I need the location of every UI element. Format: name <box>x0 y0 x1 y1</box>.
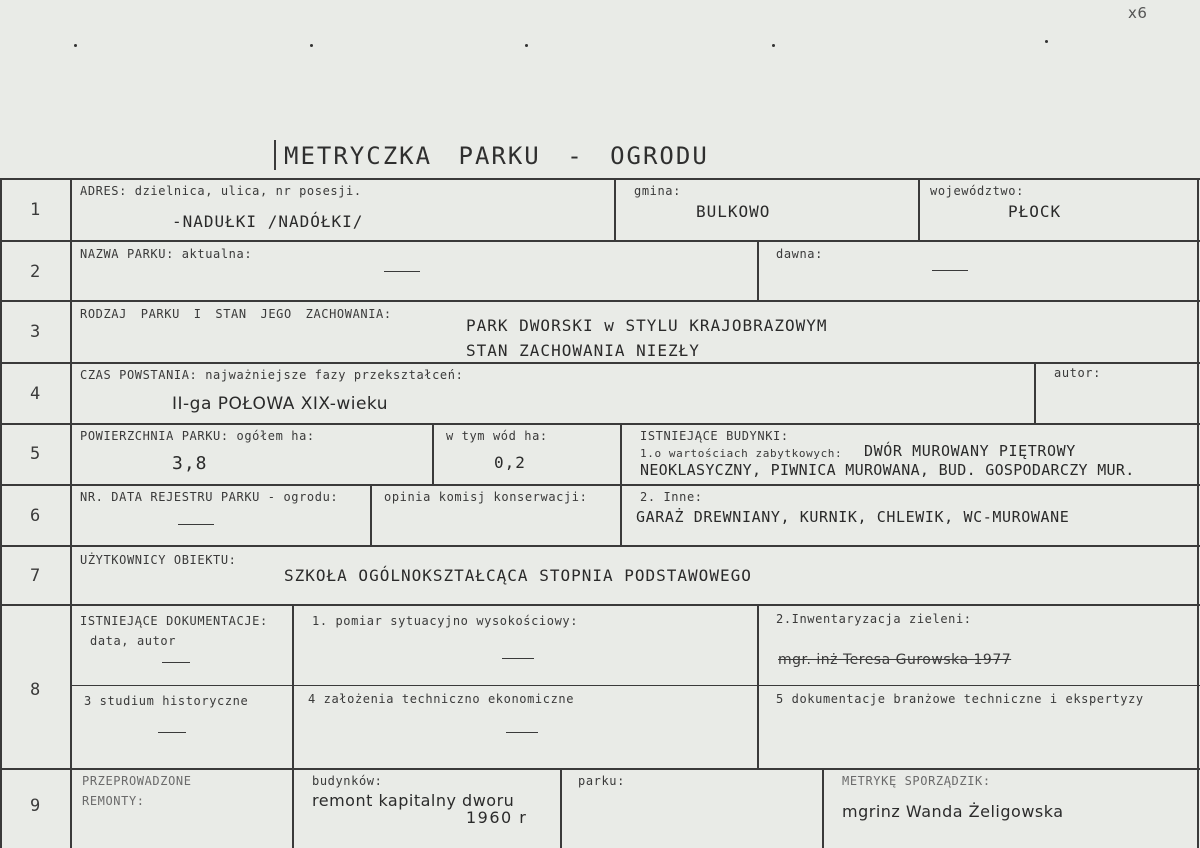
parku-label: parku: <box>578 774 625 788</box>
uzytkownicy-value: SZKOŁA OGÓLNOKSZTAŁCĄCA STOPNIA PODSTAWOWEGO <box>284 566 752 585</box>
dokumentacje-label: ISTNIEJĄCE DOKUMENTACJE: <box>80 614 268 628</box>
gmina-label: gmina: <box>634 184 681 198</box>
speck <box>1045 40 1048 43</box>
empty-dash <box>158 732 186 733</box>
row-line <box>0 362 1200 364</box>
zalozenia-label: 4 założenia techniczno ekonomiczne <box>308 692 575 706</box>
corner-mark: x6 <box>1128 4 1148 22</box>
empty-dash <box>162 662 190 663</box>
row-number: 3 <box>30 322 41 342</box>
empty-dash <box>178 524 214 525</box>
inne-value: GARAŻ DREWNIANY, KURNIK, CHLEWIK, WC-MUROWANE <box>636 508 1070 526</box>
row-line <box>0 768 1200 770</box>
col-divider <box>292 768 294 848</box>
col-divider <box>822 768 824 848</box>
empty-dash <box>506 732 538 733</box>
row-number: 2 <box>30 262 41 282</box>
inwentaryzacja-value: mgr. inż Teresa Gurowska 1977 <box>778 652 1012 668</box>
budynki-label: ISTNIEJĄCE BUDYNKI: <box>640 429 789 443</box>
inne-label: 2. Inne: <box>640 490 703 504</box>
metryke-value: mgrinz Wanda Żeligowska <box>842 802 1064 821</box>
col-divider <box>432 423 434 484</box>
wody-value: 0,2 <box>494 453 526 472</box>
speck <box>74 44 77 47</box>
speck <box>310 44 313 47</box>
number-column-divider <box>70 178 72 848</box>
gmina-value: BULKOWO <box>696 202 771 221</box>
branzowe-label: 5 dokumentacje branżowe techniczne i ekspertyzy <box>776 692 1144 706</box>
row-number: 6 <box>30 506 41 526</box>
rejestr-label: NR. DATA REJESTRU PARKU - ogrodu: <box>80 490 339 504</box>
rodzaj-parku-value-1: PARK DWORSKI w STYLU KRAJOBRAZOWYM <box>466 316 828 335</box>
row-number: 7 <box>30 566 41 586</box>
dawna-label: dawna: <box>776 247 823 261</box>
speck <box>772 44 775 47</box>
autor-label: autor: <box>1054 366 1101 380</box>
rodzaj-parku-value-2: STAN ZACHOWANIA NIEZŁY <box>466 341 700 360</box>
empty-dash <box>502 658 534 659</box>
budynki-sub-label: 1.o wartościach zabytkowych: <box>640 447 843 460</box>
col-divider <box>757 240 759 300</box>
row-line <box>0 240 1200 242</box>
row-line <box>0 545 1200 547</box>
row-number: 8 <box>30 680 41 700</box>
remonty-label-2: REMONTY: <box>82 794 145 808</box>
col-divider <box>614 178 616 240</box>
powierzchnia-label: POWIERZCHNIA PARKU: ogółem ha: <box>80 429 315 443</box>
studium-label: 3 studium historyczne <box>84 694 249 708</box>
opinia-label: opinia komisj konserwacji: <box>384 490 588 504</box>
col-divider <box>1034 362 1036 423</box>
rodzaj-parku-label: RODZAJ PARKU I STAN JEGO ZACHOWANIA: <box>80 307 392 321</box>
row-number: 9 <box>30 796 41 816</box>
budynki-value-2: NEOKLASYCZNY, PIWNICA MUROWANA, BUD. GOSPODARCZY MUR. <box>640 461 1135 479</box>
col-divider <box>620 423 622 545</box>
wojewodztwo-value: PŁOCK <box>1008 202 1062 221</box>
pomiar-label: 1. pomiar sytuacyjno wysokościowy: <box>312 614 579 628</box>
powierzchnia-value: 3,8 <box>172 453 208 474</box>
inwentaryzacja-label: 2.Inwentaryzacja zieleni: <box>776 612 972 626</box>
row-line <box>0 423 1200 425</box>
wojewodztwo-label: województwo: <box>930 184 1024 198</box>
col-divider <box>292 604 294 768</box>
row-number: 5 <box>30 444 41 464</box>
empty-dash <box>384 271 420 272</box>
frame-left <box>0 178 2 848</box>
row-line <box>0 604 1200 606</box>
budynkow-label: budynków: <box>312 774 383 788</box>
wody-label: w tym wód ha: <box>446 429 548 443</box>
row-line <box>0 300 1200 302</box>
budynkow-value-2: 1960 r <box>466 808 528 827</box>
czas-powstania-value: II-ga POŁOWA XIX-wieku <box>172 394 389 414</box>
frame-right <box>1197 178 1199 848</box>
nazwa-parku-label: NAZWA PARKU: aktualna: <box>80 247 253 261</box>
empty-dash <box>932 270 968 271</box>
row-line <box>0 178 1200 180</box>
row-number: 1 <box>30 200 41 220</box>
row-number: 4 <box>30 384 41 404</box>
czas-powstania-label: CZAS POWSTANIA: najważniejsze fazy przekształceń: <box>80 368 464 382</box>
remonty-label-1: PRZEPROWADZONE <box>82 774 192 788</box>
dokumentacje-sublabel: data, autor <box>90 634 177 648</box>
row-line <box>70 685 1200 686</box>
row-line <box>0 484 1200 486</box>
col-divider <box>370 484 372 545</box>
col-divider <box>560 768 562 848</box>
col-divider <box>918 178 920 240</box>
speck <box>525 44 528 47</box>
page-title: METRYCZKA PARKU - OGRODU <box>284 142 709 170</box>
col-divider <box>757 604 759 768</box>
title-bar-mark <box>274 140 276 170</box>
adres-label: ADRES: dzielnica, ulica, nr posesji. <box>80 184 362 198</box>
uzytkownicy-label: UŻYTKOWNICY OBIEKTU: <box>80 553 237 567</box>
budynkow-value-1: remont kapitalny dworu <box>312 791 515 810</box>
metryke-label: METRYKĘ SPORZĄDZIK: <box>842 774 991 788</box>
budynki-value-1: DWÓR MUROWANY PIĘTROWY <box>864 442 1076 460</box>
adres-value: -NADUŁKI /NADÓŁKI/ <box>172 212 364 231</box>
